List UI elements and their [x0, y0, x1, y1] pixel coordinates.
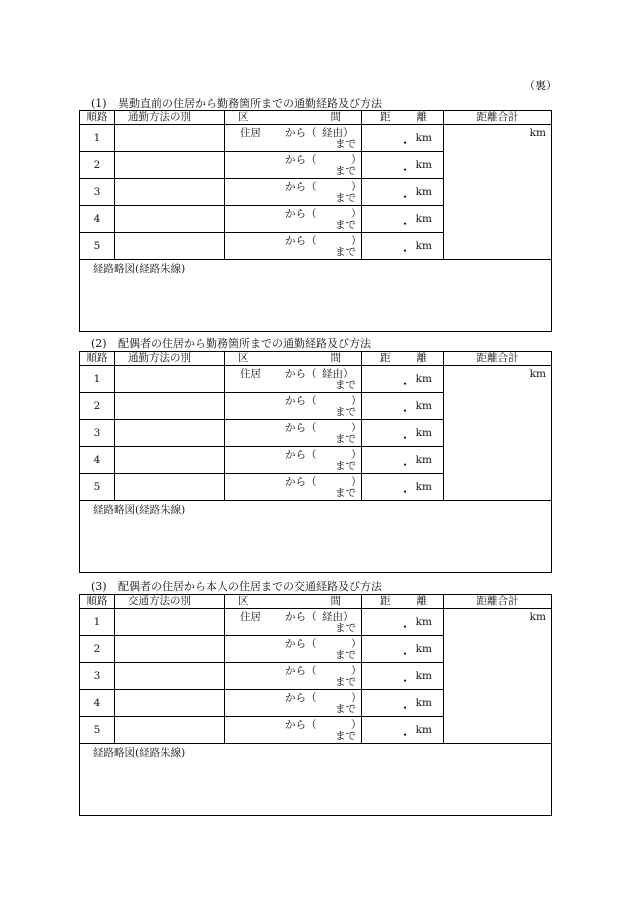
- header-section: 区 間: [225, 111, 362, 125]
- section-cell[interactable]: から（ ） まで: [225, 420, 362, 447]
- section-cell[interactable]: から（ ） まで: [225, 393, 362, 420]
- distance-cell[interactable]: ・ km: [362, 717, 444, 744]
- row-number: 4: [80, 690, 115, 717]
- section-cell[interactable]: 住居 から（ 経由） まで: [225, 609, 362, 636]
- header-section: 区 間: [225, 595, 362, 609]
- diagram-label: 経路略図(経路朱線): [93, 747, 186, 759]
- row-number: 5: [80, 474, 115, 501]
- method-cell[interactable]: [115, 233, 225, 260]
- route-row: [80, 125, 552, 152]
- distance-cell[interactable]: ・ km: [362, 366, 444, 393]
- distance-cell[interactable]: ・ km: [362, 420, 444, 447]
- distance-cell[interactable]: ・ km: [362, 609, 444, 636]
- header-section: 区 間: [225, 352, 362, 366]
- distance-cell[interactable]: ・ km: [362, 206, 444, 233]
- method-cell[interactable]: [115, 179, 225, 206]
- total-distance-cell[interactable]: km: [444, 366, 552, 501]
- page-label: （裏）: [524, 79, 557, 92]
- header-total-distance: 距離合計: [444, 595, 552, 609]
- row-number: 4: [80, 447, 115, 474]
- method-cell[interactable]: [115, 420, 225, 447]
- section-cell[interactable]: 住居 から（ 経由） まで: [225, 366, 362, 393]
- route-row: [80, 609, 552, 636]
- row-number: 3: [80, 179, 115, 206]
- method-cell[interactable]: [115, 125, 225, 152]
- section-title-text: 配偶者の住居から本人の住居までの交通経路及び方法: [118, 580, 382, 593]
- method-cell[interactable]: [115, 663, 225, 690]
- section-number: (2): [91, 337, 107, 350]
- section-number: (1): [91, 97, 107, 110]
- section-cell[interactable]: から（ ） まで: [225, 447, 362, 474]
- row-number: 5: [80, 717, 115, 744]
- row-number: 4: [80, 206, 115, 233]
- total-distance-cell[interactable]: km: [444, 609, 552, 744]
- distance-cell[interactable]: ・ km: [362, 636, 444, 663]
- route-table-1: [79, 110, 552, 332]
- route-table-2: [79, 351, 552, 573]
- row-number: 3: [80, 420, 115, 447]
- section-cell[interactable]: から（ ） まで: [225, 717, 362, 744]
- distance-cell[interactable]: ・ km: [362, 447, 444, 474]
- row-number: 5: [80, 233, 115, 260]
- section-cell[interactable]: から（ ） まで: [225, 474, 362, 501]
- header-total-distance: 距離合計: [444, 352, 552, 366]
- method-cell[interactable]: [115, 717, 225, 744]
- section-cell[interactable]: から（ ） まで: [225, 152, 362, 179]
- distance-cell[interactable]: ・ km: [362, 125, 444, 152]
- distance-cell[interactable]: ・ km: [362, 233, 444, 260]
- distance-cell[interactable]: ・ km: [362, 179, 444, 206]
- route-table-3: [79, 594, 552, 816]
- section-cell[interactable]: から（ ） まで: [225, 179, 362, 206]
- distance-cell[interactable]: ・ km: [362, 474, 444, 501]
- diagram-label: 経路略図(経路朱線): [93, 263, 186, 275]
- header-total-distance: 距離合計: [444, 111, 552, 125]
- row-number: 2: [80, 152, 115, 179]
- method-cell[interactable]: [115, 152, 225, 179]
- header-order: 順路: [80, 111, 115, 125]
- method-cell[interactable]: [115, 609, 225, 636]
- section-title-text: 異動直前の住居から勤務箇所までの通勤経路及び方法: [118, 97, 382, 110]
- row-number: 3: [80, 663, 115, 690]
- section-cell[interactable]: 住居 から（ 経由） まで: [225, 125, 362, 152]
- route-row: [80, 366, 552, 393]
- section-cell[interactable]: から（ ） まで: [225, 636, 362, 663]
- header-order: 順路: [80, 352, 115, 366]
- section-number: (3): [91, 580, 107, 593]
- header-distance: 距 離: [362, 111, 444, 125]
- row-number: 1: [80, 609, 115, 636]
- diagram-label: 経路略図(経路朱線): [93, 504, 186, 516]
- section-3-title: [91, 578, 382, 594]
- section-cell[interactable]: から（ ） まで: [225, 233, 362, 260]
- method-cell[interactable]: [115, 447, 225, 474]
- section-2-title: [91, 335, 371, 351]
- section-1-title: [91, 95, 382, 111]
- route-diagram-area[interactable]: [80, 260, 552, 332]
- method-cell[interactable]: [115, 636, 225, 663]
- distance-cell[interactable]: ・ km: [362, 663, 444, 690]
- header-distance: 距 離: [362, 352, 444, 366]
- section-cell[interactable]: から（ ） まで: [225, 206, 362, 233]
- section-title-text: 配偶者の住居から勤務箇所までの通勤経路及び方法: [118, 337, 371, 350]
- distance-cell[interactable]: ・ km: [362, 152, 444, 179]
- method-cell[interactable]: [115, 393, 225, 420]
- header-method: 通勤方法の別: [115, 352, 225, 366]
- row-number: 1: [80, 366, 115, 393]
- header-method: 通勤方法の別: [115, 111, 225, 125]
- method-cell[interactable]: [115, 474, 225, 501]
- method-cell[interactable]: [115, 366, 225, 393]
- row-number: 1: [80, 125, 115, 152]
- method-cell[interactable]: [115, 206, 225, 233]
- row-number: 2: [80, 636, 115, 663]
- section-cell[interactable]: から（ ） まで: [225, 690, 362, 717]
- section-cell[interactable]: から（ ） まで: [225, 663, 362, 690]
- header-distance: 距 離: [362, 595, 444, 609]
- route-diagram-area[interactable]: [80, 501, 552, 573]
- method-cell[interactable]: [115, 690, 225, 717]
- route-diagram-area[interactable]: [80, 744, 552, 816]
- header-method: 交通方法の別: [115, 595, 225, 609]
- distance-cell[interactable]: ・ km: [362, 690, 444, 717]
- distance-cell[interactable]: ・ km: [362, 393, 444, 420]
- row-number: 2: [80, 393, 115, 420]
- total-distance-cell[interactable]: km: [444, 125, 552, 260]
- header-order: 順路: [80, 595, 115, 609]
